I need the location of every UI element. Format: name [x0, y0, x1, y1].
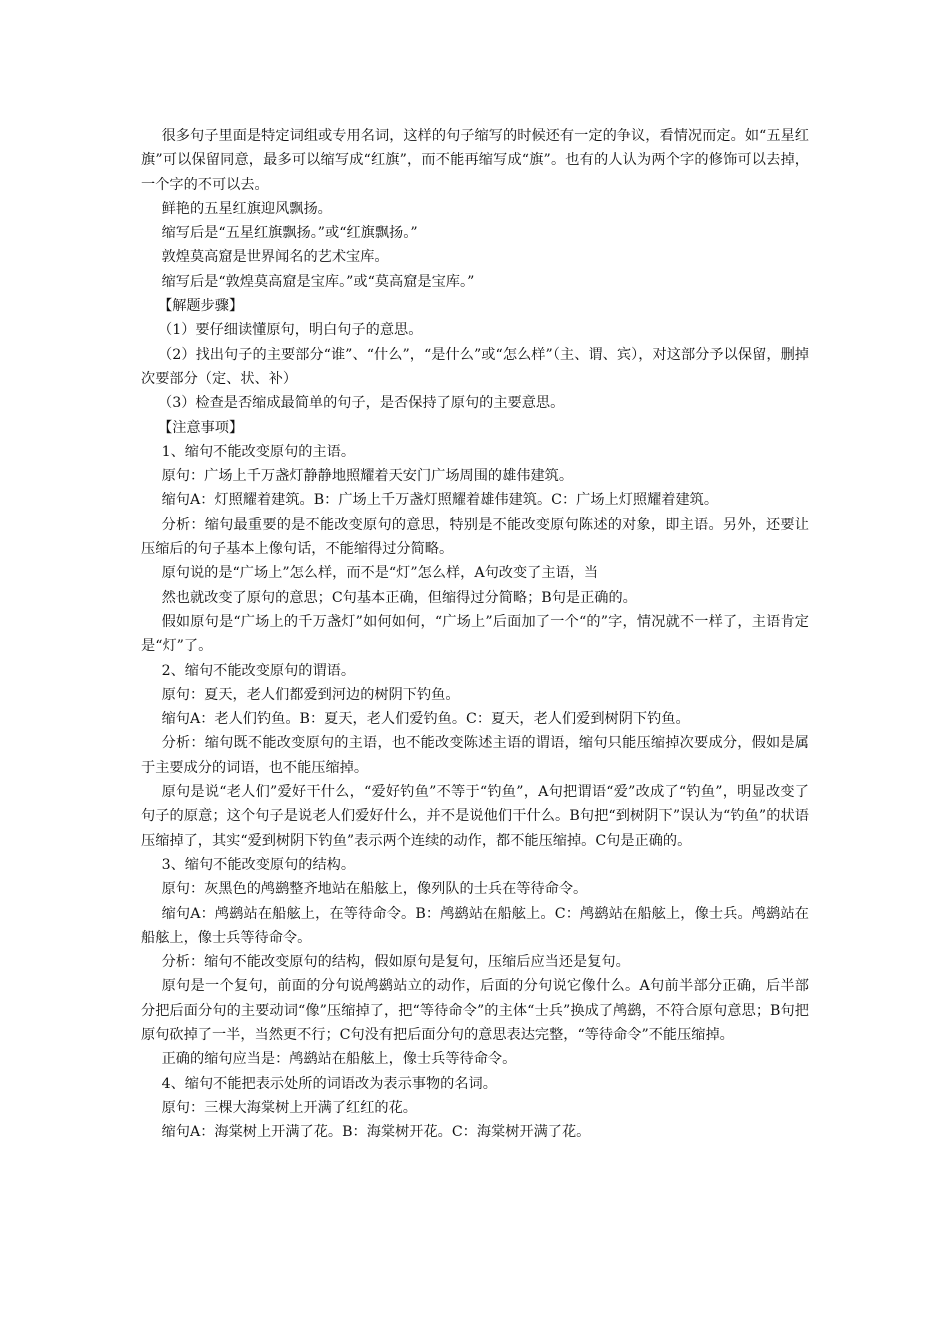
paragraph: 缩句A：海棠树上开满了花。B：海棠树开花。C：海棠树开满了花。	[161, 1124, 591, 1141]
numbered-heading: 1、缩句不能改变原句的主语。	[161, 443, 356, 460]
paragraph: 原句说的是“广场上”怎么样，而不是“灯”怎么样，A句改变了主语，当	[161, 565, 599, 582]
paragraph: 原句：灰黑色的鸬鹚整齐地站在船舷上，像列队的士兵在等待命令。	[161, 881, 588, 898]
paragraph: 原句是说“老人们”爱好干什么，“爱好钓鱼”不等于“钓鱼”，A句把谓语“爱”改成了“钓鱼”，明显改变了句子的原意；这个句子是说老人们爱好什么，并不是说他们干什么。B句把“到树阴下”误认为“钓鱼”的状语压缩掉了，其实“爱到树阴下钓鱼”表示两个连续的动作，都不能压缩掉。C句是正确的。	[141, 784, 809, 849]
paragraph: （1）要仔细读懂原句，明白句子的意思。	[158, 322, 423, 339]
paragraph: 原句是一个复句，前面的分句说鸬鹚站立的动作，后面的分句说它像什么。A句前半部分正确，后半部分把后面分句的主要动词“像”压缩掉了，把“等待命令”的主体“士兵”换成了鸬鹚，不符合原句意思；B句把原句砍掉了一半，当然更不行；C句没有把后面分句的意思表达完整，“等待命令”不能压缩掉。	[141, 978, 809, 1043]
document-page	[141, 124, 809, 1144]
paragraph: 然也就改变了原句的意思；C句基本正确，但缩得过分简略；B句是正确的。	[161, 589, 637, 606]
paragraph: 原句：三棵大海棠树上开满了红红的花。	[161, 1099, 417, 1116]
paragraph: 缩句A：鸬鹚站在船舷上，在等待命令。B：鸬鹚站在船舷上。C：鸬鹚站在船舷上，像士兵。鸬鹚站在船舷上，像士兵等待命令。	[141, 905, 809, 946]
paragraph: （3）检查是否缩成最简单的句子，是否保持了原句的主要意思。	[158, 395, 565, 412]
numbered-heading: 4、缩句不能把表示处所的词语改为表示事物的名词。	[161, 1075, 497, 1092]
paragraph: 缩写后是“敦煌莫高窟是宝库。”或“莫高窟是宝库。”	[161, 273, 475, 290]
section-heading: 【解题步骤】	[158, 298, 244, 315]
paragraph: 敦煌莫高窟是世界闻名的艺术宝库。	[161, 249, 389, 266]
paragraph: 分析：缩句既不能改变原句的主语，也不能改变陈述主语的谓语，缩句只能压缩掉次要成分，假如是属于主要成分的词语，也不能压缩掉。	[141, 735, 809, 776]
paragraph: 缩句A：灯照耀着建筑。B：广场上千万盏灯照耀着雄伟建筑。C：广场上灯照耀着建筑。	[161, 492, 719, 509]
paragraph: 分析：缩句最重要的是不能改变原句的意思，特别是不能改变原句陈述的对象，即主语。另外，还要让压缩后的句子基本上像句话，不能缩得过分简略。	[141, 516, 809, 558]
numbered-heading: 3、缩句不能改变原句的结构。	[161, 856, 356, 873]
paragraph: 分析：缩句不能改变原句的结构，假如原句是复句，压缩后应当还是复句。	[161, 954, 630, 971]
paragraph: （2）找出句子的主要部分“谁”、“什么”，“是什么”或“怎么样”（主、谓、宾），对这部分予以保留，删掉次要部分（定、状、补）	[141, 346, 809, 387]
paragraph: 缩句A：老人们钓鱼。B：夏天，老人们爱钓鱼。C：夏天，老人们爱到树阴下钓鱼。	[161, 711, 690, 728]
paragraph: 原句：夏天，老人们都爱到河边的树阴下钓鱼。	[161, 686, 460, 703]
paragraph: 假如原句是“广场上的千万盏灯”如何如何，“广场上”后面加了一个“的”字，情况就不一样了，主语肯定是“灯”了。	[141, 613, 809, 655]
paragraph: 正确的缩句应当是：鸬鹚站在船舷上，像士兵等待命令。	[161, 1051, 517, 1068]
numbered-heading: 2、缩句不能改变原句的谓语。	[161, 662, 356, 679]
section-heading: 【注意事项】	[158, 419, 244, 436]
paragraph: 原句：广场上千万盏灯静静地照耀着天安门广场周围的雄伟建筑。	[161, 468, 574, 485]
paragraph: 很多句子里面是特定词组或专用名词，这样的句子缩写的时候还有一定的争议，看情况而定。如“五星红旗”可以保留同意，最多可以缩写成“红旗”，而不能再缩写成“旗”。也有的人认为两个字的修饰可以去掉，一个字的不可以去。	[141, 128, 809, 193]
paragraph: 缩写后是“五星红旗飘扬。”或“红旗飘扬。”	[161, 225, 418, 242]
paragraph: 鲜艳的五星红旗迎风飘扬。	[161, 200, 332, 217]
